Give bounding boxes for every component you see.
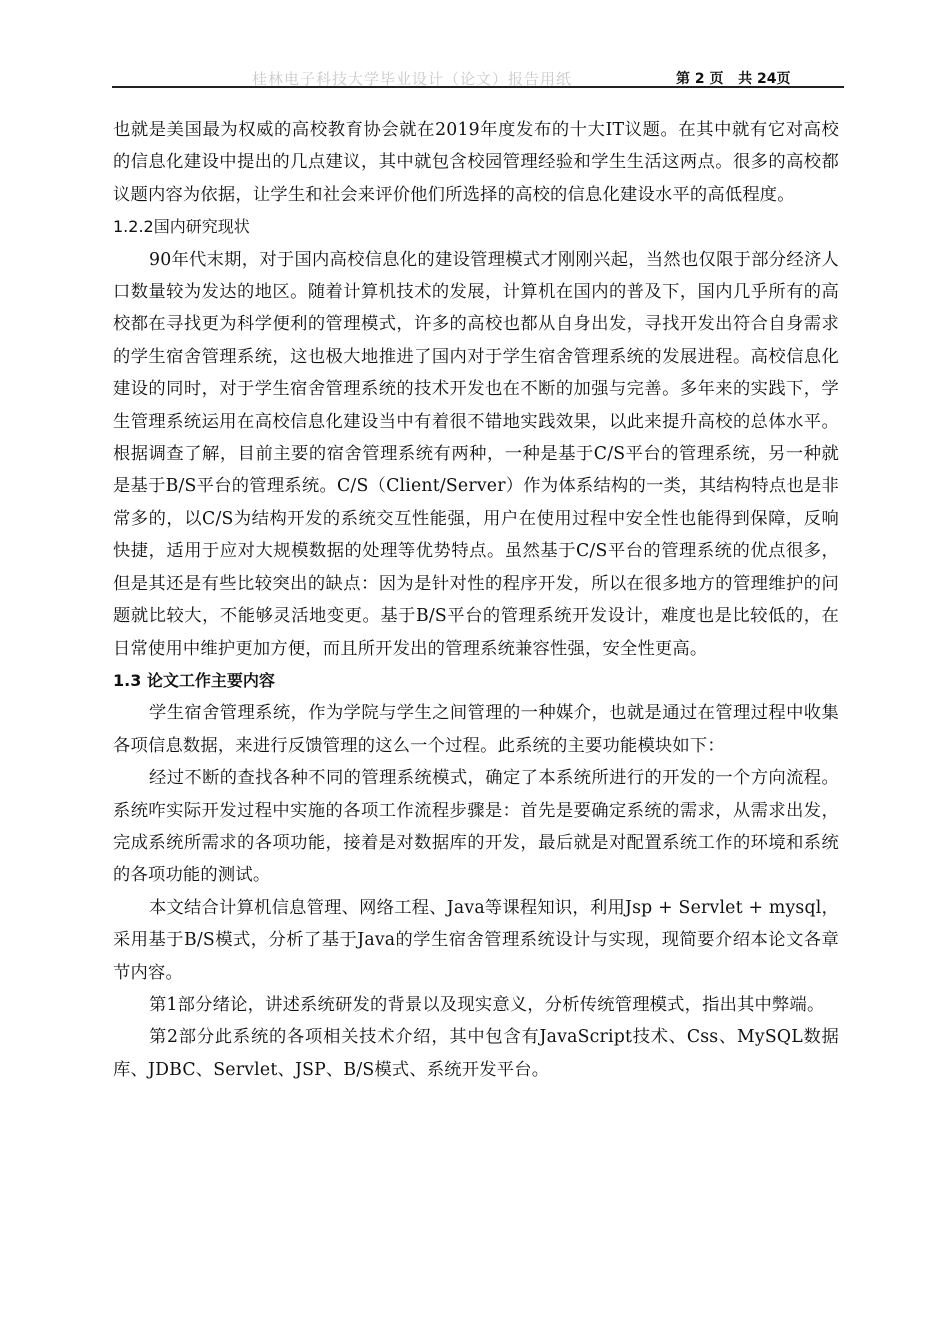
paragraph-part-1: 第1部分绪论，讲述系统研发的背景以及现实意义，分析传统管理模式，指出其中弊端。 [149, 994, 825, 1015]
page-header [112, 66, 844, 88]
paragraph-development-flow: 经过不断的查找各种不同的管理系统模式，确定了本系统所进行的开发的一个方向流程。系统咋实际开发过程中实施的各项工作流程步骤是：首先是要确定系统的需求，从需求出发，完成系统所需求的各项功能，接着是对数据库的开发，最后就是对配置系统工作的环境和系统的各项功能的测试。 [113, 768, 839, 886]
paragraph-domestic-research: 90年代末期，对于国内高校信息化的建设管理模式才刚刚兴起，当然也仅限于部分经济人口数量较为发达的地区。随着计算机技术的发展，计算机在国内的普及下，国内几乎所有的高校都在寻找更为科学便利的管理模式，许多的高校也都从自身出发，寻找开发出符合自身需求的学生宿舍管理系统，这也极大地推进了国内对于学生宿舍管理系统的发展进程。高校信息化建设的同时，对于学生宿舍管理系统的技术开发也在不断的加强与完善。多年来的实践下，学生管理系统运用在高校信息化建设当中有着很不错地实践效果，以此来提升高校的总体水平。根据调查了解，目前主要的宿舍管理系统有两种，一种是基于C/S平台的管理系统，另一种就是基于B/S平台的管理系统。C/S（Client/Server）作为体系结构的一类，其结构特点也是非常多的，以C/S为结构开发的系统交互性能强，用户在使用过程中安全性也能得到保障，反响快捷，适用于应对大规模数据的处理等优势特点。虽然基于C/S平台的管理系统的优点很多，但是其还是有些比较突出的缺点：因为是针对性的程序开发，所以在很多地方的管理维护的问题就比较大，不能够灵活地变更。基于B/S平台的管理系统开发设计，难度也是比较低的，在日常使用中维护更加方便，而且所开发出的管理系统兼容性强，安全性更高。 [113, 249, 839, 659]
header-divider [112, 86, 844, 88]
paragraph-part-2: 第2部分此系统的各项相关技术介绍，其中包含有JavaScript技术、Css、MySQL数据库、JDBC、Servlet、JSP、B/S模式、系统开发平台。 [113, 1027, 839, 1080]
section-heading-1-3: 1.3 论文工作主要内容 [113, 670, 275, 690]
paragraph-technologies: 本文结合计算机信息管理、网络工程、Java等课程知识，利用Jsp + Servlet + mysql，采用基于B/S模式，分析了基于Java的学生宿舍管理系统设计与实现，现简要介绍本论文各章节内容。 [113, 897, 839, 983]
document-body [113, 114, 839, 1086]
section-heading-1-2-2: 1.2.2国内研究现状 [113, 217, 250, 237]
header-title: 桂林电子科技大学毕业设计（论文）报告用纸 [252, 70, 573, 88]
paragraph-system-intro: 学生宿舍管理系统，作为学院与学生之间管理的一种媒介，也就是通过在管理过程中收集各项信息数据，来进行反馈管理的这么一个过程。此系统的主要功能模块如下： [113, 703, 839, 756]
paragraph-continued: 也就是美国最为权威的高校教育协会就在2019年度发布的十大IT议题。在其中就有它对高校的信息化建设中提出的几点建议，其中就包含校园管理经验和学生生活这两点。很多的高校都议题内容为依据，让学生和社会来评价他们所选择的高校的信息化建设水平的高低程度。 [113, 120, 839, 205]
page-number: 第 2 页 共 24页 [676, 71, 791, 87]
